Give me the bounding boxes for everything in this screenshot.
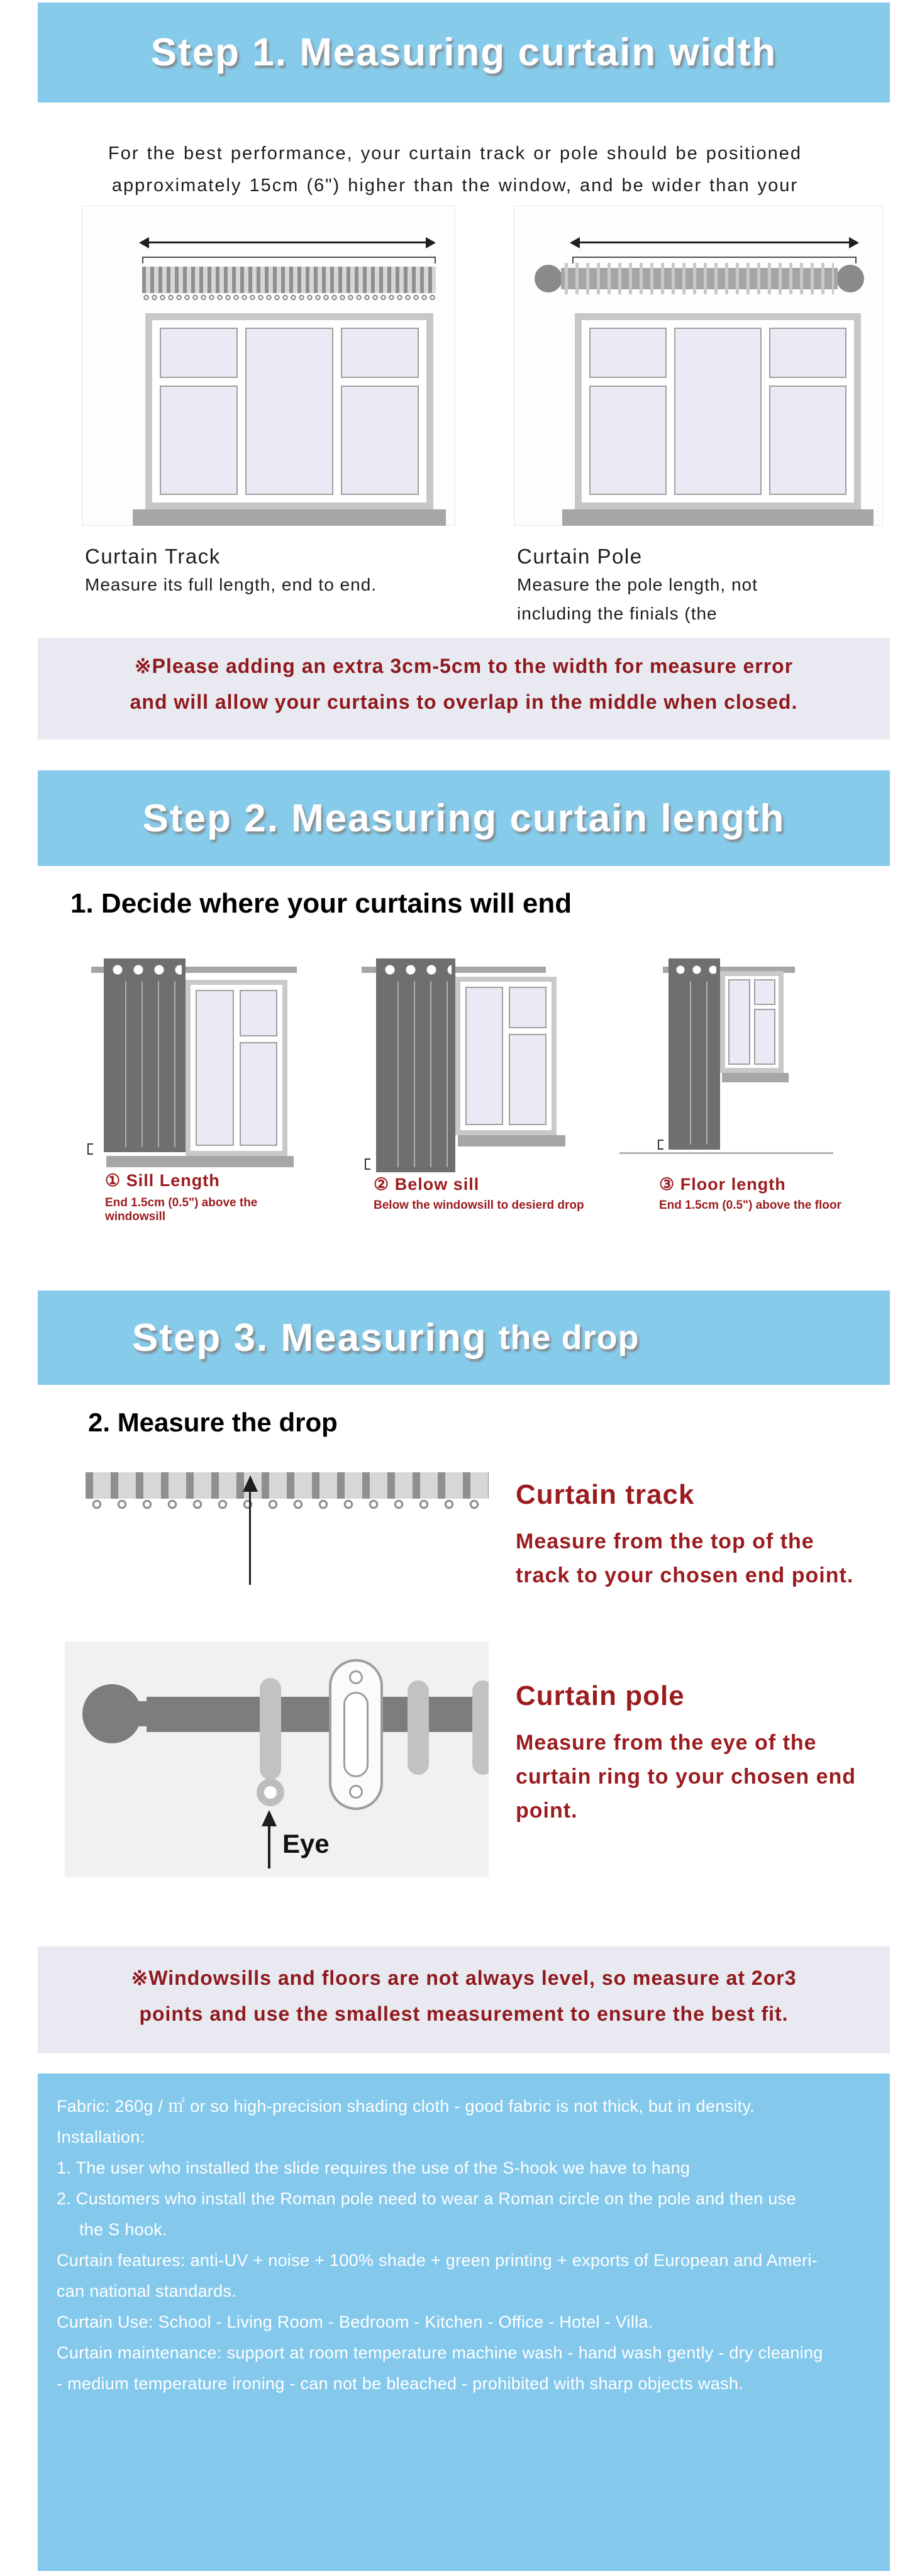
option3-desc: End 1.5cm (0.5") above the floor — [659, 1199, 841, 1212]
option3-label: ③ Floor length — [659, 1175, 786, 1194]
arrow-up-icon — [262, 1810, 277, 1826]
pole-desc-line1: Measure the pole length, not — [517, 575, 758, 594]
option2-label: ② Below sill — [374, 1175, 480, 1194]
intro-line-2: approximately 15cm (6") higher than the window, and be wider than your — [111, 175, 799, 196]
intro-line-1: For the best performance, your curtain track or pole should be positioned — [108, 143, 802, 164]
track-glider-eyelets — [86, 1499, 489, 1511]
window-column — [674, 328, 761, 495]
windowsill — [106, 1156, 294, 1167]
mini-window — [720, 971, 784, 1073]
arrow-left-icon — [570, 237, 580, 248]
window-column — [196, 990, 234, 1146]
pole-desc-line2: including the finials (the — [517, 604, 718, 623]
pole-finial-right — [836, 265, 864, 292]
windowsill — [562, 509, 874, 526]
window-pane — [245, 328, 333, 495]
step2-heading: 1. Decide where your curtains will end — [70, 888, 572, 919]
window-column — [245, 328, 333, 495]
detail-line: Curtain Use: School - Living Room - Bedroom - Kitchen - Office - Hotel - Villa. — [57, 2312, 653, 2331]
curtain-pole-box — [65, 1641, 489, 1877]
measure-mark — [87, 1143, 93, 1155]
window-column — [240, 990, 278, 1146]
grommet-row — [672, 962, 716, 978]
window-column — [160, 328, 238, 495]
bracket-screw — [349, 1670, 363, 1684]
window-pane — [509, 987, 547, 1028]
window-inner — [152, 320, 426, 502]
step3-banner-title: Step 3. Measuring — [132, 1316, 487, 1360]
window-inner — [582, 320, 854, 502]
arrow-right-icon — [426, 237, 436, 248]
option2-desc: Below the windowsill to desierd drop — [374, 1199, 584, 1212]
windowsill — [133, 509, 446, 526]
arrow-left-icon — [139, 237, 149, 248]
pole-label: Curtain Pole — [517, 545, 643, 568]
width-arrow-line — [579, 242, 850, 243]
window-pane — [769, 386, 846, 495]
step3-heading: 2. Measure the drop — [88, 1407, 338, 1437]
window-pane — [341, 328, 419, 378]
window-pane — [160, 328, 238, 378]
window-pane — [465, 987, 503, 1125]
curtain-panel — [104, 958, 186, 1152]
curtain-ring — [472, 1680, 489, 1775]
window-pane — [589, 386, 667, 495]
pole-drop-desc-line3: point. — [516, 1799, 578, 1823]
window-column — [465, 987, 503, 1125]
grommet-row — [108, 962, 182, 978]
track-drop-title: Curtain track — [516, 1479, 695, 1510]
curtain-pole-bar — [147, 1697, 489, 1732]
level-note-line2: points and use the smallest measurement to ensure the best fit. — [139, 2002, 789, 2025]
window-pane — [589, 328, 667, 378]
window-column — [509, 987, 547, 1125]
bracket-tick — [142, 258, 143, 264]
arrow-up-icon — [243, 1475, 258, 1492]
bracket-slot — [343, 1692, 369, 1777]
curtain-track-diagram — [82, 206, 455, 526]
window-pane — [341, 386, 419, 495]
ring-eye — [257, 1779, 284, 1806]
curtain-pole-diagram — [514, 206, 883, 526]
bracket-tick — [435, 258, 436, 264]
detail-line: - medium temperature ironing - can not be bleached - prohibited with sharp objects wash. — [57, 2374, 743, 2393]
window-illustration — [575, 313, 861, 509]
option-below-sill — [333, 950, 616, 1220]
windowsill — [458, 1135, 565, 1146]
level-note-line1: ※Windowsills and floors are not always level, so measure at 2or3 — [131, 1967, 797, 1989]
window-pane — [754, 1009, 776, 1065]
pole-finial — [82, 1684, 141, 1743]
pole-rings — [565, 263, 834, 294]
step3-banner — [38, 1291, 890, 1385]
option-floor-length — [623, 950, 910, 1220]
window-inner — [725, 976, 779, 1068]
bracket-screw — [349, 1785, 363, 1799]
track-desc: Measure its full length, end to end. — [85, 575, 377, 594]
option-sill-length — [35, 950, 321, 1223]
eye-label: Eye — [282, 1829, 330, 1858]
detail-line: Fabric: 260g / ㎡ or so high-precision shading cloth - good fabric is not thick, but in density. — [57, 2097, 755, 2116]
curtain-track-strip — [142, 267, 436, 293]
width-arrow-line — [148, 242, 427, 243]
option1-label: ① Sill Length — [105, 1171, 220, 1190]
window-illustration — [145, 313, 433, 509]
window-pane — [240, 990, 278, 1036]
width-note-line2: and will allow your curtains to overlap in the middle when closed. — [130, 691, 798, 713]
track-glider-eyelets — [142, 293, 436, 303]
window-column — [589, 328, 667, 495]
step2-banner-title: Step 2. Measuring curtain length — [142, 796, 785, 840]
window-pane — [509, 1034, 547, 1125]
window-column — [769, 328, 846, 495]
step1-banner — [38, 3, 890, 103]
detail-line: Curtain maintenance: support at room temperature machine wash - hand wash gently - dry cleaning — [57, 2343, 823, 2362]
window-pane — [240, 1042, 278, 1146]
pole-drop-desc-line1: Measure from the eye of the — [516, 1731, 817, 1755]
pole-finial-left — [535, 265, 562, 292]
level-note-band — [38, 1946, 890, 2053]
window-column — [754, 979, 776, 1065]
mini-window — [455, 977, 557, 1135]
grommet-row — [380, 962, 452, 978]
measure-mark — [658, 1140, 663, 1150]
curtain-track-strip — [86, 1472, 489, 1499]
option1-desc: End 1.5cm (0.5") above the windowsill — [105, 1196, 258, 1223]
detail-line: 2. Customers who install the Roman pole need to wear a Roman circle on the pole and then use — [57, 2189, 796, 2208]
window-pane — [754, 979, 776, 1005]
window-column — [728, 979, 750, 1065]
curtain-ring — [408, 1680, 429, 1775]
detail-line: the S hook. — [79, 2220, 167, 2239]
curtain-folds — [110, 981, 179, 1147]
window-inner — [191, 985, 282, 1151]
track-drop-desc-line2: track to your chosen end point. — [516, 1563, 854, 1587]
step2-banner — [38, 770, 890, 866]
detail-line: can national standards. — [57, 2282, 237, 2301]
pole-drop-desc-line2: curtain ring to your chosen end — [516, 1765, 857, 1789]
curtain-panel — [669, 958, 720, 1150]
curtain-ring — [260, 1678, 281, 1780]
window-pane — [196, 990, 234, 1146]
curtain-folds — [675, 981, 714, 1145]
arrow-right-icon — [849, 237, 859, 248]
mini-window — [186, 980, 287, 1156]
window-pane — [160, 386, 238, 495]
track-label: Curtain Track — [85, 545, 221, 568]
pole-drop-title: Curtain pole — [516, 1680, 685, 1711]
detail-line: Installation: — [57, 2128, 145, 2146]
window-inner — [460, 982, 552, 1130]
detail-line: 1. The user who installed the slide requires the use of the S-hook we have to hang — [57, 2158, 691, 2177]
track-drop-desc-line1: Measure from the top of the — [516, 1530, 814, 1553]
detail-line: Curtain features: anti-UV + noise + 100% shade + green printing + exports of European and Ameri- — [57, 2251, 818, 2270]
floor-line — [619, 1152, 833, 1154]
arrow-stem — [249, 1492, 251, 1585]
product-details — [38, 2074, 890, 2571]
window-column — [341, 328, 419, 495]
measure-mark — [365, 1158, 370, 1170]
pole-bracket — [329, 1659, 383, 1810]
window-pane — [769, 328, 846, 378]
window-pane — [728, 979, 750, 1065]
measure-bracket — [142, 257, 436, 263]
windowsill — [722, 1073, 789, 1082]
step3-banner-subtitle: the drop — [498, 1319, 640, 1357]
curtain-panel — [376, 958, 455, 1172]
measure-bracket — [572, 257, 857, 263]
arrow-stem — [268, 1826, 270, 1868]
curtain-folds — [382, 981, 449, 1167]
window-pane — [674, 328, 761, 495]
bracket-tick — [855, 258, 857, 264]
step1-banner-title: Step 1. Measuring curtain width — [150, 31, 777, 74]
width-note-band — [38, 638, 890, 740]
width-note-line1: ※Please adding an extra 3cm-5cm to the width for measure error — [134, 655, 794, 677]
